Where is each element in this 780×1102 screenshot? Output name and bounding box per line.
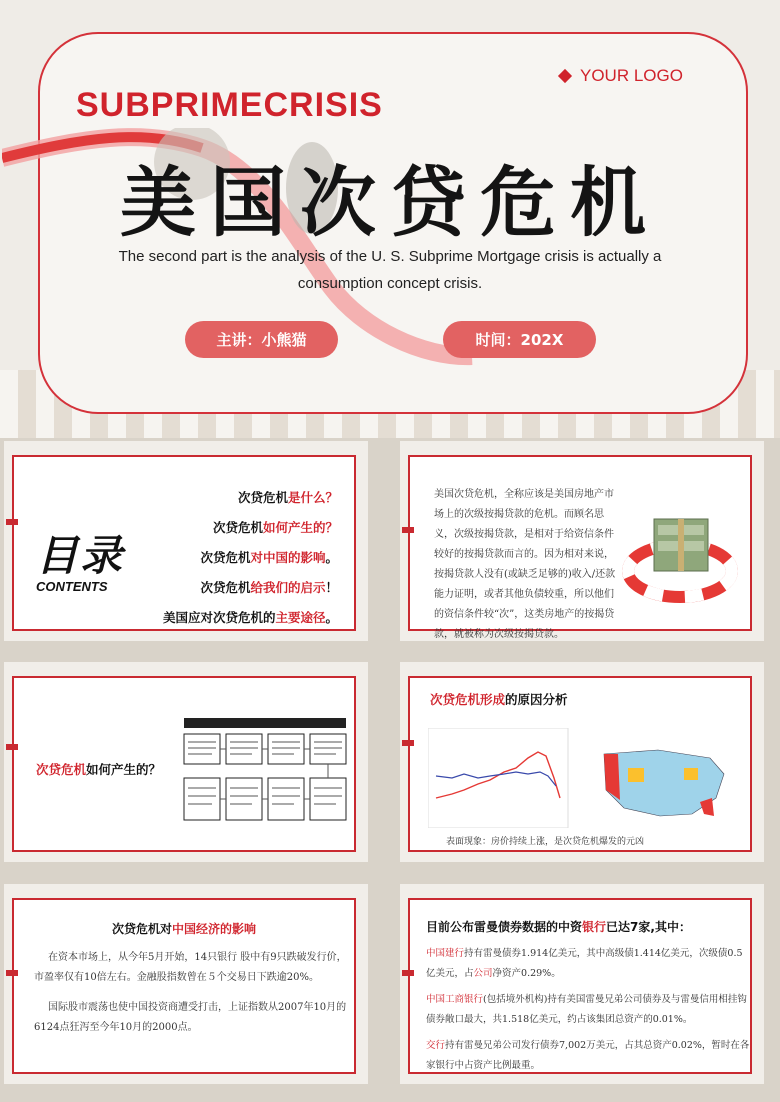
contents-list — [163, 483, 338, 633]
contents-item: 次贷危机给我们的启示！ — [200, 580, 338, 595]
slide-title: 次贷危机形成的原因分析 — [430, 692, 568, 707]
slide-title: 次贷危机对中国经济的影响 — [111, 922, 257, 936]
body-paragraph: 中国建行持有雷曼债券1.914亿美元，其中高级债1.414亿美元，次级债0.5亿美元，占公司净资产0.29%。 — [426, 948, 743, 979]
red-tab — [6, 744, 18, 750]
contents-item: 美国应对次贷危机的主要途径。 — [162, 610, 338, 625]
red-tab — [402, 740, 414, 746]
slide-body — [426, 944, 752, 1082]
red-tab — [402, 527, 414, 533]
body-paragraph: 国际股市震荡也使中国投资商遭受打击，上证指数从2007年10月的6124点狂泻至今年10月的2000点。 — [34, 1002, 347, 1033]
slide-thumbnail-china-impact[interactable] — [4, 884, 368, 1084]
time-pill: 时间：202X — [443, 321, 596, 358]
slide-card — [12, 898, 356, 1074]
contents-item: 次贷危机对中国的影响。 — [200, 550, 338, 565]
slide-body — [34, 948, 350, 1048]
contents-logo — [36, 523, 124, 594]
contents-item: 次贷危机如何产生的？ — [212, 520, 338, 535]
flowchart-image — [182, 718, 350, 830]
slide-title: 目前公布雷曼债券数据的中资银行已达7家,其中： — [426, 920, 691, 934]
housing-charts-image — [428, 728, 738, 828]
body-paragraph: 在资本市场上，从今年5月开始，14只银行 股中有9只跌破发行价，市盈率仅有10倍左右。金融股指数曾在５个交易日下跌逾20%。 — [34, 952, 347, 983]
red-tab — [402, 970, 414, 976]
slide-card — [12, 676, 356, 852]
main-title: 美国次贷危机 — [120, 158, 660, 247]
cover-slide — [0, 0, 780, 438]
slide-thumbnail-causes[interactable] — [400, 662, 764, 862]
body-paragraph: 交行持有雷曼兄弟公司发行债券7,002万美元，占其总资产0.02%，暂时在各家银行中占资产比例最重。 — [426, 1040, 750, 1071]
subtitle: The second part is the analysis of the U. S. Subprime Mortgage crisis is actually a consumption concept crisis. — [118, 248, 662, 292]
definition-paragraph: 美国次贷危机，全称应该是美国房地产市场上的次级按揭贷款的危机。而顾名思义，次级按揭贷款，是相对于给资信条件较好的按揭贷款而言的。因为相对来说，按揭贷款人没有(或缺乏足够的)收入/还款能力证明，或者其他负债较重，所以他们的资信条件较“次”，这类房地产的按揭贷款，就被称为次级按揭贷款。 — [434, 489, 616, 640]
slide-thumbnail-origin[interactable] — [4, 662, 368, 862]
slide-card — [12, 455, 356, 631]
contents-logo-cn: 目录 — [36, 531, 125, 580]
brand-logo — [560, 66, 683, 86]
slide-card — [408, 676, 752, 852]
red-tab — [6, 970, 18, 976]
slide-title: 次贷危机如何产生的？ — [36, 762, 162, 777]
contents-item: 次贷危机是什么？ — [237, 490, 338, 505]
english-title: SUBPRIMECRISIS — [76, 86, 383, 124]
slide-card — [408, 455, 752, 640]
slide-thumbnail-definition[interactable] — [400, 441, 764, 641]
diamond-icon — [558, 69, 572, 83]
slide-thumbnail-lehman-data[interactable] — [400, 884, 764, 1084]
contents-logo-en: CONTENTS — [36, 579, 108, 594]
red-tab — [6, 519, 18, 525]
logo-text: YOUR LOGO — [580, 66, 683, 85]
slide-thumbnail-contents[interactable] — [4, 441, 368, 641]
body-paragraph: 中国工商银行(包括境外机构)持有美国雷曼兄弟公司债券及与雷曼信用相挂钩债券敞口最大，共1.518亿美元，约占该集团总资产的0.01%。 — [426, 994, 747, 1025]
slide-caption: 表面现象：房价持续上涨，是次贷危机爆发的元凶 — [446, 837, 645, 847]
speaker-pill: 主讲：小熊猫 — [185, 321, 338, 358]
slide-card — [408, 898, 752, 1074]
money-lifebuoy-image — [620, 509, 740, 609]
